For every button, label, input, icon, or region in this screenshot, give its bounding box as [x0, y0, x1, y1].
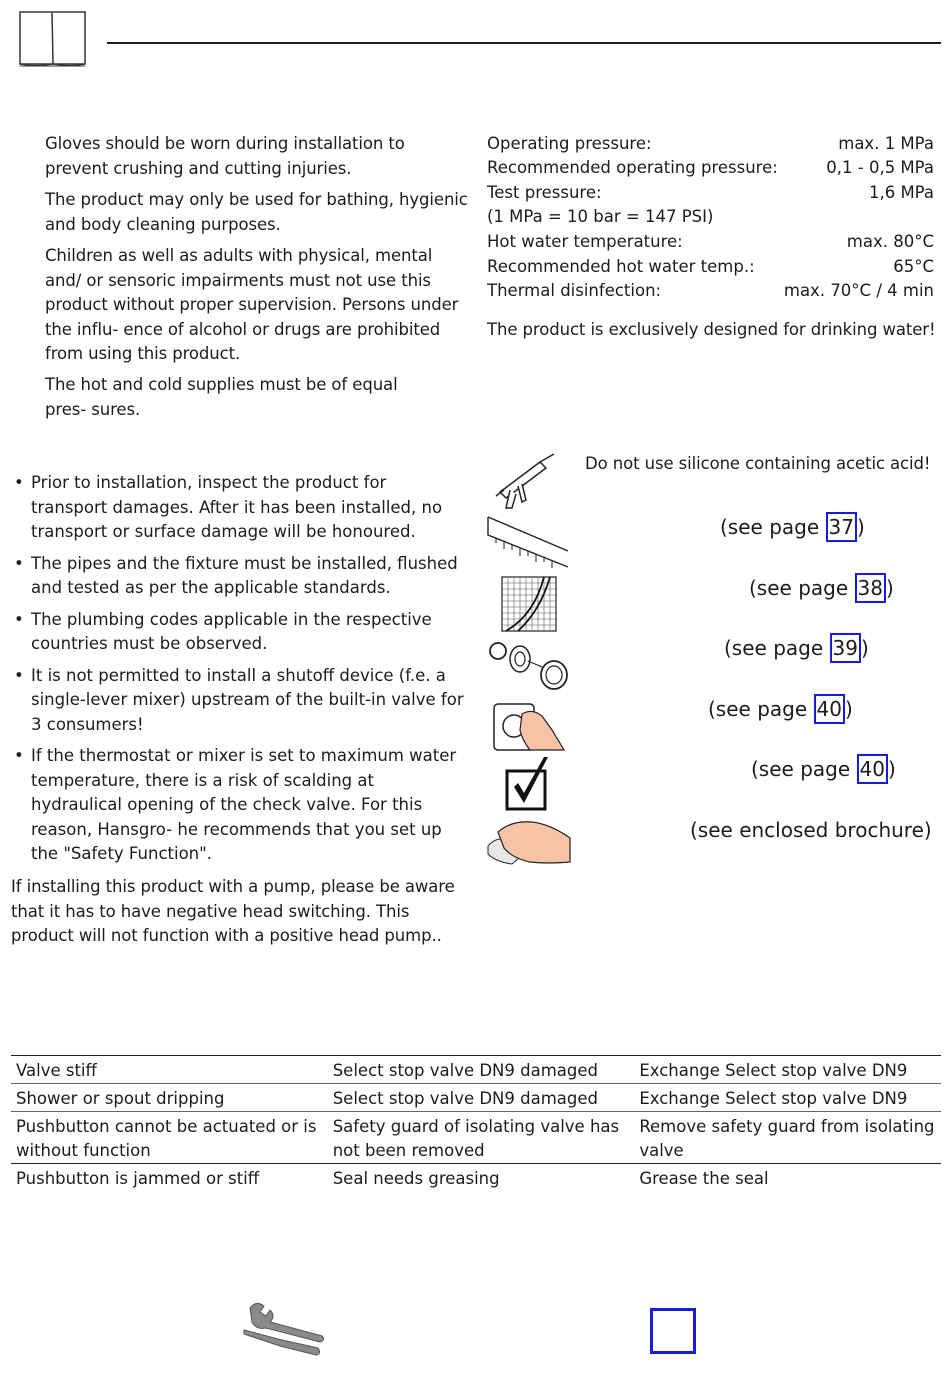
troubleshooting-table [11, 1055, 941, 1191]
spec-value: 1,6 MPa [868, 183, 934, 202]
table-row [11, 1164, 941, 1192]
spec-row [487, 230, 934, 254]
fault-cell: Shower or spout dripping [11, 1084, 328, 1112]
table-row [11, 1084, 941, 1112]
remedy-cell: Remove safety guard from isolating valve [634, 1112, 941, 1164]
page-reference [724, 633, 869, 663]
safety-paragraph: Gloves should be worn during installation to prevent crushing and cutting injuries. [45, 134, 405, 178]
cleaning-hand-icon [492, 696, 566, 752]
care-cloth-hand-icon [486, 818, 572, 868]
note-text: The plumbing codes applicable in the respective countries must be observed. [31, 609, 432, 653]
page-reference [749, 573, 894, 603]
fault-cell: Pushbutton cannot be actuated or is without function [11, 1112, 328, 1164]
spec-value: max. 70°C / 4 min [783, 281, 934, 300]
page-ref-suffix: ) [860, 636, 869, 660]
spec-value: max. 1 MPa [838, 134, 934, 153]
spec-label: Test pressure: [487, 183, 602, 202]
list-item [12, 552, 467, 601]
table-row [11, 1112, 941, 1164]
spec-row [487, 279, 934, 303]
remedy-cell: Exchange Select stop valve DN9 [639, 1061, 908, 1080]
page-ref-suffix: ) [856, 515, 865, 539]
note-text: Prior to installation, inspect the product for transport damages. After it has been installed, no transport or surface damage will be honoured. [31, 473, 443, 541]
spec-row [487, 205, 934, 229]
safety-paragraph: Children as well as adults with physical, mental and/ or sensoric impairments must not use this product without proper supervision. Persons under the influ- ence of alcohol or drugs are prohibited from using this product. [45, 246, 459, 363]
page-ref-suffix: ) [885, 576, 894, 600]
drinking-water-note: The product is exclusively designed for drinking water! [487, 320, 936, 339]
installation-notes-list [12, 471, 467, 874]
page-link-39[interactable]: 39 [830, 633, 861, 663]
list-item [12, 664, 467, 738]
page-reference [708, 694, 853, 724]
bullet: • [14, 473, 24, 492]
spec-label: Operating pressure: [487, 134, 652, 153]
page-ref-prefix: (see page [751, 757, 857, 781]
silicone-note: Do not use silicone containing acetic acid! [585, 454, 931, 473]
page-link-37[interactable]: 37 [826, 512, 857, 542]
spec-label: Thermal disinfection: [487, 281, 662, 300]
spec-row [487, 255, 934, 279]
service-tools-icon [242, 1300, 326, 1358]
table-row [11, 1056, 941, 1084]
book-icon [18, 10, 88, 68]
bullet: • [14, 746, 24, 765]
cause-cell: Safety guard of isolating valve has not been removed [328, 1112, 635, 1164]
silicone-gun-icon [492, 452, 560, 512]
spec-value: 0,1 - 0,5 MPa [826, 158, 934, 177]
test-certificate-checkmark-icon [504, 755, 552, 813]
page-ref-prefix: (see page [720, 515, 826, 539]
note-text: If the thermostat or mixer is set to maximum water temperature, there is a risk of scalding at hydraulical opening of the check valve. For this reason, Hansgro- he recommends that you set up the "Safety Function". [31, 746, 457, 863]
spec-label: Recommended operating pressure: [487, 158, 778, 177]
page-reference [751, 754, 896, 784]
page-ref-prefix: (see page [749, 576, 855, 600]
spec-value: max. 80°C [846, 232, 934, 251]
reference-box-icon [650, 1308, 696, 1354]
brochure-reference: (see enclosed brochure) [690, 818, 932, 842]
safety-paragraph: The product may only be used for bathing, hygienic and body cleaning purposes. [45, 190, 468, 234]
dimensions-ruler-icon [486, 515, 571, 570]
page-link-38[interactable]: 38 [855, 573, 886, 603]
spec-label: Hot water temperature: [487, 232, 683, 251]
remedy-cell: Grease the seal [639, 1169, 769, 1188]
page-link-40[interactable]: 40 [857, 754, 888, 784]
spec-row [487, 181, 934, 205]
list-item [12, 471, 467, 545]
page-link-40[interactable]: 40 [814, 694, 845, 724]
fault-cell: Pushbutton is jammed or stiff [16, 1169, 260, 1188]
spec-label: Recommended hot water temp.: [487, 257, 755, 276]
page-ref-suffix: ) [887, 757, 896, 781]
remedy-cell: Exchange Select stop valve DN9 [634, 1084, 941, 1112]
header-rule [107, 42, 941, 44]
bullet: • [14, 609, 24, 629]
page-ref-suffix: ) [844, 697, 853, 721]
page-ref-prefix: (see page [708, 697, 814, 721]
cause-cell: Select stop valve DN9 damaged [332, 1061, 599, 1080]
pump-note: If installing this product with a pump, please be aware that it has to have negative head switching. This product will not function with a positive head pump.. [11, 877, 455, 945]
cause-cell: Seal needs greasing [332, 1169, 500, 1188]
spec-value: 65°C [893, 257, 934, 276]
note-text: The pipes and the fixture must be installed, flushed and tested as per the applicable standards. [31, 553, 458, 597]
page-ref-prefix: (see page [724, 636, 830, 660]
bullet: • [14, 665, 24, 685]
flow-diagram-icon [500, 575, 558, 633]
spec-row [487, 132, 934, 156]
page-reference [720, 512, 865, 542]
spare-parts-icon [488, 637, 572, 693]
bullet: • [14, 553, 24, 573]
list-item [12, 608, 467, 657]
spec-label: (1 MPa = 10 bar = 147 PSI) [487, 207, 714, 226]
spec-row [487, 156, 934, 180]
list-item [12, 744, 467, 867]
fault-cell: Valve stiff [16, 1061, 97, 1080]
note-text: It is not permitted to install a shutoff device (f.e. a single-lever mixer) upstream of the built-in valve for 3 consumers! [31, 665, 464, 734]
safety-paragraph: The hot and cold supplies must be of equal pres- sures. [45, 375, 398, 419]
cause-cell: Select stop valve DN9 damaged [328, 1084, 635, 1112]
